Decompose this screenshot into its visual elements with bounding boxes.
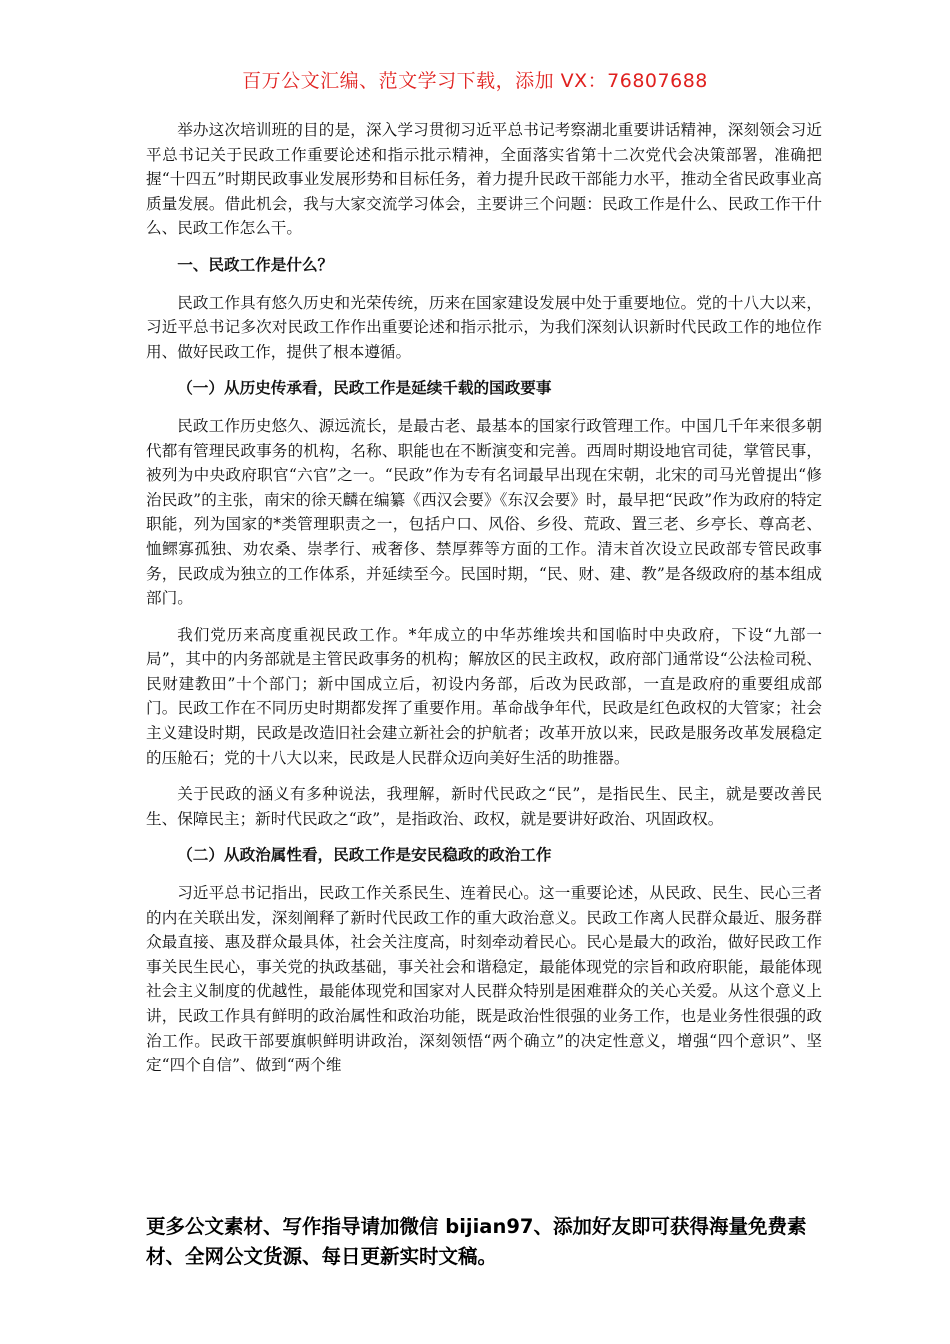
- section1-heading: 一、民政工作是什么？: [177, 255, 334, 274]
- subsection1-paragraph-2: 我们党历来高度重视民政工作。*年成立的中华苏维埃共和国临时中央政府，下设“九部一局”，其中的内务部就是主管民政事务的机构；解放区的民主政权，政府部门通常设“公法检司税、民财建教田”十个部门；新中国成立后，初设内务部，后改为民政部，一直是政府的重要组成部门。民政工作在不同历史时期都发挥了重要作用。革命战争年代，民政是红色政权的大管家；社会主义建设时期，民政是改造旧社会建立新社会的护航者；改革开放以来，民政是服务改革发展稳定的压舱石；党的十八大以来，民政是人民群众迈向美好生活的助推器。: [146, 625, 822, 767]
- subsection1-paragraph-1: 民政工作历史悠久、源远流长，是最古老、最基本的国家行政管理工作。中国几千年来很多朝代都有管理民政事务的机构，名称、职能也在不断演变和完善。西周时期设地官司徒，掌管民事，被列为中央政府职官“六官”之一。“民政”作为专有名词最早出现在宋朝，北宋的司马光曾提出“修治民政”的主张，南宋的徐天麟在编纂《西汉会要》《东汉会要》时，最早把“民政”作为政府的特定职能，列为国家的*类管理职责之一，包括户口、风俗、乡役、荒政、置三老、乡亭长、尊高老、恤鳏寡孤独、劝农桑、崇孝行、戒奢侈、禁厚葬等方面的工作。清末首次设立民政部专管民政事务，民政成为独立的工作体系，并延续至今。民国时期，“民、财、建、教”是各级政府的基本组成部门。: [146, 416, 822, 608]
- subsection1-heading: （一）从历史传承看，民政工作是延续千载的国政要事: [177, 379, 552, 398]
- header-banner: 百万公文汇编、范文学习下载，添加 VX：76807688: [242, 70, 708, 92]
- subsection2-heading: （二）从政治属性看，民政工作是安民稳政的政治工作: [177, 846, 552, 865]
- intro-paragraph: 举办这次培训班的目的是，深入学习贯彻习近平总书记考察湖北重要讲话精神，深刻领会习近平总书记关于民政工作重要论述和指示批示精神，全面落实省第十二次党代会决策部署，准确把握“十四五”时期民政事业发展形势和目标任务，着力提升民政干部能力水平，推动全省民政事业高质量发展。借此机会，我与大家交流学习体会，主要讲三个问题：民政工作是什么、民政工作干什么、民政工作怎么干。: [146, 121, 822, 238]
- subsection2-paragraph-1: 习近平总书记指出，民政工作关系民生、连着民心。这一重要论述，从民政、民生、民心三者的内在关联出发，深刻阐释了新时代民政工作的重大政治意义。民政工作离人民群众最近、服务群众最直接、惠及群众最具体，社会关注度高，时刻牵动着民心。民心是最大的政治，做好民政工作事关民生民心，事关党的执政基础，事关社会和谐稳定，最能体现党的宗旨和政府职能，最能体现社会主义制度的优越性，最能体现党和国家对人民群众特别是困难群众的关心关爱。从这个意义上讲，民政工作具有鲜明的政治属性和政治功能，既是政治性很强的业务工作，也是业务性很强的政治工作。民政干部要旗帜鲜明讲政治，深刻领悟“两个确立”的决定性意义，增强“四个意识”、坚定“四个自信”、做到“两个维: [146, 884, 822, 1075]
- subsection1-paragraph-3: 关于民政的涵义有多种说法，我理解，新时代民政之“民”，是指民生、民主，就是要改善民生、保障民主；新时代民政之“政”，是指政治、政权，就是要讲好政治、巩固政权。: [146, 785, 822, 828]
- footer-banner: 更多公文素材、写作指导请加微信 bijian97、添加好友即可获得海量免费素材、全网公文货源、每日更新实时文稿。: [146, 1215, 807, 1268]
- section1-intro-paragraph: 民政工作具有悠久历史和光荣传统，历来在国家建设发展中处于重要地位。党的十八大以来，习近平总书记多次对民政工作作出重要论述和指示批示，为我们深刻认识新时代民政工作的地位作用、做好民政工作，提供了根本遵循。: [146, 293, 822, 361]
- document-body: [146, 118, 822, 1090]
